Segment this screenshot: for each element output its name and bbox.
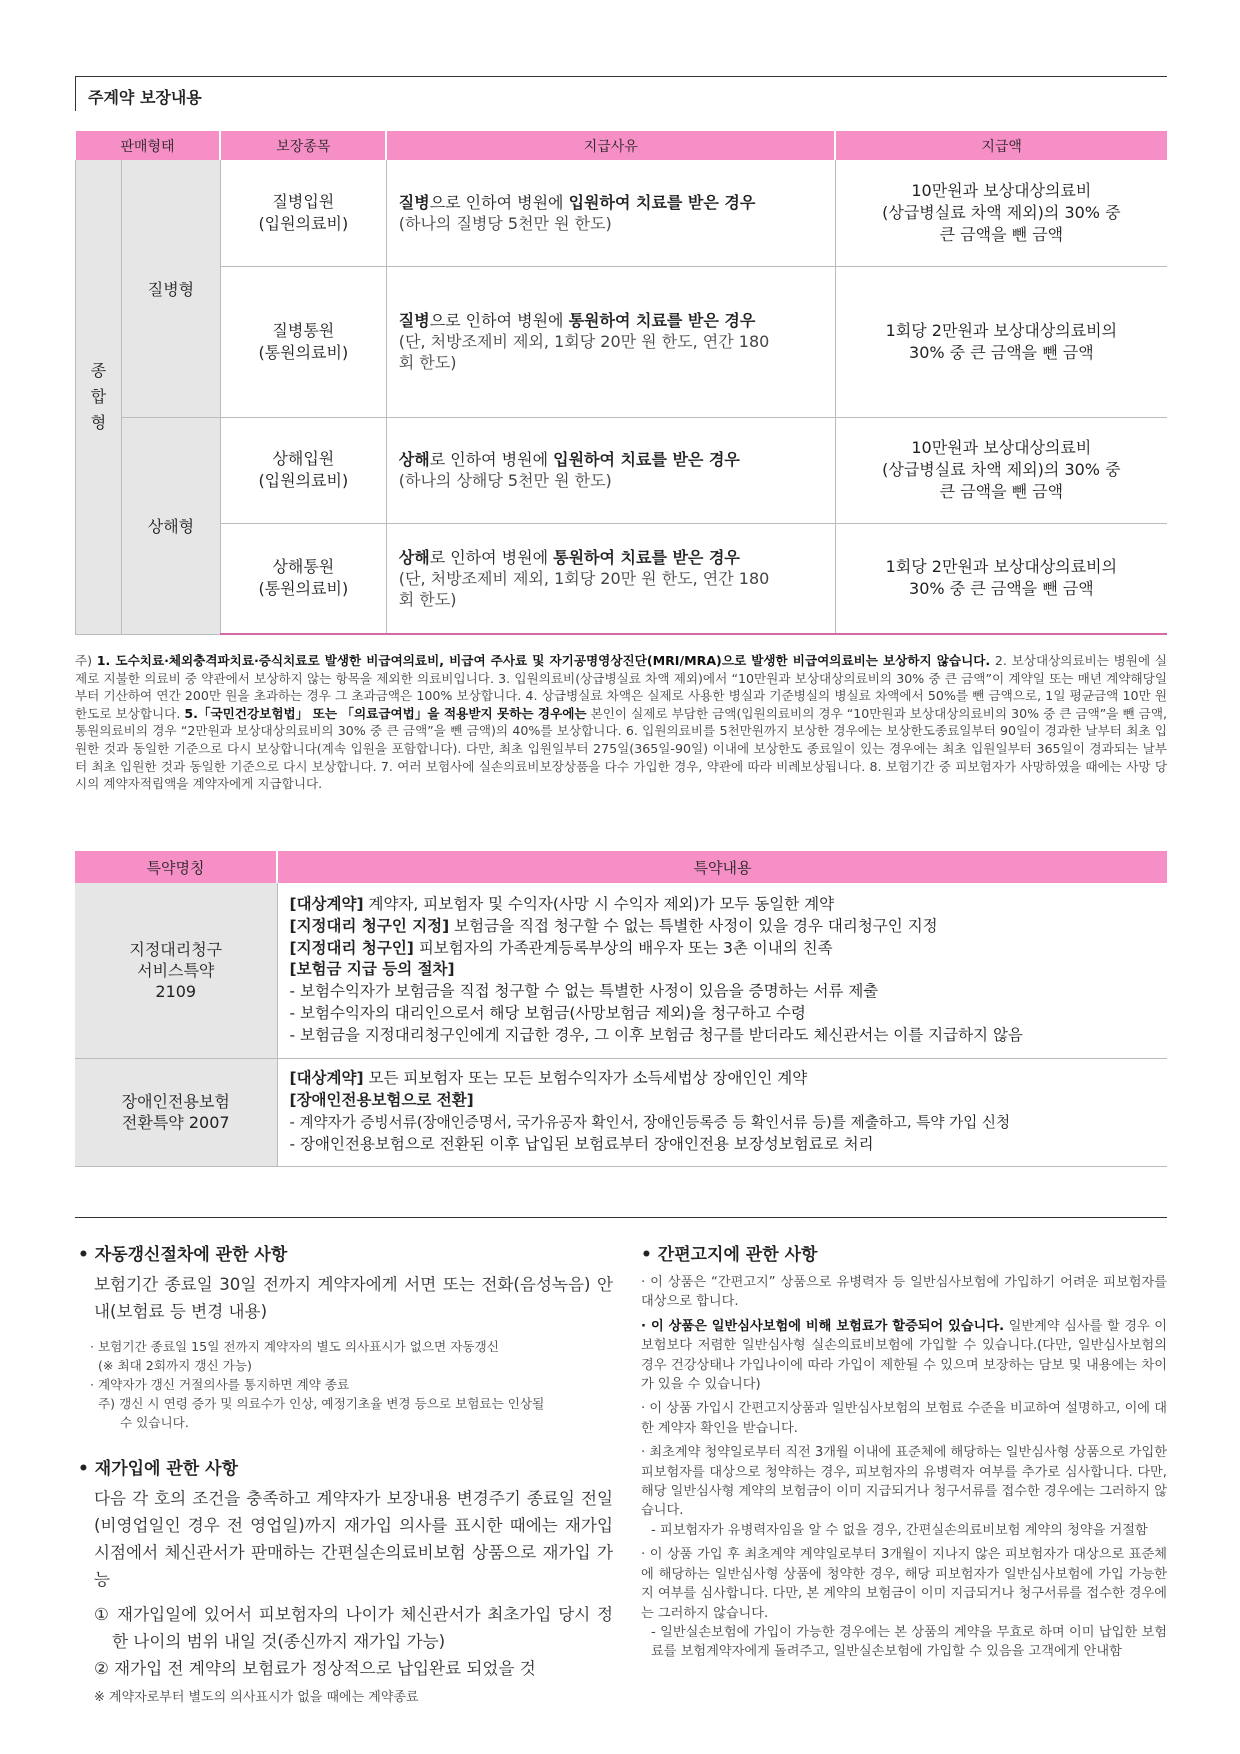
payment-reason: 상해로 인하여 병원에 통원하여 치료를 받은 경우 (단, 처방조제비 제외, 1회당 20만 원 한도, 연간 180회 한도) (386, 523, 835, 634)
header-sales-type: 판매형태 (76, 131, 221, 160)
rider-table (75, 851, 1167, 1167)
renew-note: 수 있습니다. (120, 1415, 189, 1430)
table-row (75, 1058, 1167, 1166)
rejoin-title: • 재가입에 관한 사항 (78, 1459, 238, 1479)
renew-note: (※ 최대 2회까지 갱신 가능) (98, 1358, 252, 1373)
header-coverage-item: 보장종목 (220, 131, 386, 160)
header-rider-content: 특약내용 (277, 851, 1167, 883)
renew-note: · 계약자가 갱신 거절의사를 통지하면 계약 종료 (90, 1377, 350, 1392)
header-rider-name: 특약명칭 (75, 851, 277, 883)
payment-reason: 질병으로 인하여 병원에 통원하여 치료를 받은 경우 (단, 처방조제비 제외, 1회당 20만 원 한도, 연간 180회 한도) (386, 266, 835, 417)
coverage-table (75, 131, 1167, 635)
notice-paragraph: · 이 상품은 “간편고지” 상품으로 유병력자 등 일반심사보험에 가입하기 어려운 피보험자를 대상으로 합니다. (641, 1275, 1167, 1310)
rider-table-header (75, 851, 1167, 883)
notice-paragraph: · 이 상품은 일반심사보험에 비해 보험료가 할증되어 있습니다. 일반계약 심사를 할 경우 이 보험보다 저렴한 일반심사형 실손의료비보험에 가입할 수 있습니다.(다만, 일반심사보험의 경우 건강상태나 가입나이에 따라 가입이 제한될 수 있으며 보장하는 담보 및 내용에는 차이가 있을 수 있습니다) (641, 1318, 1167, 1393)
renew-note: 주) 갱신 시 연령 증가 및 의료수가 인상, 예정기초율 변경 등으로 보험료는 인상될 (98, 1396, 545, 1411)
header-payment-reason: 지급사유 (386, 131, 835, 160)
renew-note: · 보험기간 종료일 15일 전까지 계약자의 별도 의사표시가 없으면 자동갱신 (90, 1339, 499, 1354)
divider (75, 1217, 1167, 1218)
rider-name: 장애인전용보험 전환특약 2007 (75, 1058, 277, 1166)
notice-subitem: - 피보험자가 유병력자임을 알 수 없을 경우, 간편실손의료비보험 계약의 청약을 거절함 (651, 1522, 1148, 1538)
payment-reason: 질병으로 인하여 병원에 입원하여 치료를 받은 경우 (하나의 질병당 5천만 원 한도) (386, 160, 835, 266)
rider-name: 지정대리청구 서비스특약 2109 (75, 883, 277, 1058)
payment-amount: 10만원과 보상대상의료비 (상급병실료 차액 제외)의 30% 중 큰 금액을 뺀 금액 (835, 160, 1167, 266)
notice-paragraph: · 이 상품 가입 후 최초계약 계약일로부터 3개월이 지나지 않은 피보험자가 대상으로 표준체에 해당하는 일반심사형 상품에 청약한 경우, 해당 피보험자가 일반심사보험에 가입 가능한지 여부를 심사합니다. 다만, 본 계약의 보험금이 이미 지급되거나 청구서류를 접수한 경우에는 그러하지 않습니다. (641, 1547, 1167, 1621)
simple-notice-title: • 간편고지에 관한 사항 (641, 1245, 818, 1265)
payment-reason: 상해로 인하여 병원에 입원하여 치료를 받은 경우 (하나의 상해당 5천만 원 한도) (386, 417, 835, 523)
group-injury: 상해형 (121, 417, 220, 634)
renew-title: • 자동갱신절차에 관한 사항 (78, 1245, 288, 1265)
payment-amount: 10만원과 보상대상의료비 (상급병실료 차액 제외)의 30% 중 큰 금액을 뺀 금액 (835, 417, 1167, 523)
footnotes: 주) 1. 도수치료·체외충격파치료·증식치료로 발생한 비급여의료비, 비급여 주사료 및 자기공명영상진단(MRI/MRA)으로 발생한 비급여의료비는 보상하지 않습니다. 2. 보상대상의료비는 병원에 실제로 지불한 의료비 중 약관에서 보상하지 않는 항목을 제외한 의료비입니다. 3. 입원의료비(상급병실료 차액 제외)에서 “10만원과 보상대상의료비의 30% 중 큰 금액”이 계약일 또는 매년 계약해당일부터 기산하여 연간 200만 원을 초과하는 경우 그 초과금액은 100% 보상합니다. 4. 상급병실료 차액은 실제로 사용한 병실과 기준병실의 병실료 차액에서 50%를 뺀 금액으로, 1일 평균금액 10만 원 한도로 보상합니다. 5.「국민건강보험법」 또는 「의료급여법」을 적용받지 못하는 경우에는 본인이 실제로 부담한 금액(입원의료비의 경우 “10만원과 보상대상의료비의 30% 중 큰 금액”을 뺀 금액, 통원의료비의 경우 “2만원과 보상대상의료비의 30% 중 큰 금액”을 뺀 금액)의 40%를 보상합니다. 6. 입원의료비를 5천만원까지 보상한 경우에는 보상한도종료일부터 90일이 경과한 날부터 최초 입원한 것과 동일한 기준으로 다시 보상합니다(계속 입원을 포함합니다). 다만, 최초 입원일부터 275일(365일-90일) 이내에 보상한도 종료일이 있는 경우에는 최초 입원일부터 365일이 경과되는 날부터 최초 입원한 것과 동일한 기준으로 다시 보상합니다. 7. 여러 보험사에 실손의료비보장상품을 다수 가입한 경우, 약관에 따라 비례보상됩니다. 8. 보험기간 중 피보험자가 사망하였을 때에는 사망 당시의 계약자적립액을 계약자에게 지급합니다. (75, 653, 1167, 792)
table-row (76, 523, 1168, 634)
coverage-item: 질병입원 (입원의료비) (220, 160, 386, 266)
table-row (76, 160, 1168, 266)
table-row (75, 883, 1167, 1058)
coverage-item: 상해입원 (입원의료비) (220, 417, 386, 523)
rider-content: [대상계약] 계약자, 피보험자 및 수익자(사망 시 수익자 제외)가 모두 동일한 계약 [지정대리 청구인 지정] 보험금을 직접 청구할 수 없는 특별한 사정이 있을 경우 대리청구인 지정 [지정대리 청구인] 피보험자의 가족관계등록부상의 배우자 또는 3촌 이내의 친족 [보험금 지급 등의 절차] - 보험수익자가 보험금을 직접 청구할 수 없는 특별한 사정이 있음을 증명하는 서류 제출 - 보험수익자의 대리인으로서 해당 보험금(사망보험금 제외)을 청구하고 수령 - 보험금을 지정대리청구인에게 지급한 경우, 그 이후 보험금 청구를 받더라도 체신관서는 이를 지급하지 않음 (277, 883, 1167, 1058)
left-column (78, 1240, 613, 1707)
rejoin-condition: ① 재가입일에 있어서 피보험자의 나이가 체신관서가 최초가입 당시 정한 나이의 범위 내일 것(종신까지 재가입 가능) (94, 1605, 613, 1651)
header-payment-amount: 지급액 (835, 131, 1167, 160)
rider-content: [대상계약] 모든 피보험자 또는 모든 보험수익자가 소득세법상 장애인인 계약 [장애인전용보험으로 전환] - 계약자가 증빙서류(장애인증명서, 국가유공자 확인서, 장애인등록증 등 확인서류 등)를 제출하고, 특약 가입 신청 - 장애인전용보험으로 전환된 이후 납입된 보험료부터 장애인전용 보장성보험료로 처리 (277, 1058, 1167, 1166)
notice-subitem: - 일반실손보험에 가입이 가능한 경우에는 본 상품의 계약을 무효로 하며 이미 납입한 보험료를 보험계약자에게 돌려주고, 일반실손보험에 가입할 수 있음을 고객에게 안내함 (651, 1624, 1167, 1660)
coverage-item: 질병통원 (통원의료비) (220, 266, 386, 417)
type-cell: 종 합 형 (76, 160, 122, 634)
coverage-table-header (76, 131, 1168, 160)
section-header (75, 76, 1167, 111)
coverage-item: 상해통원 (통원의료비) (220, 523, 386, 634)
table-row (76, 266, 1168, 417)
payment-amount: 1회당 2만원과 보상대상의료비의 30% 중 큰 금액을 뺀 금액 (835, 523, 1167, 634)
rejoin-note: ※ 계약자로부터 별도의 의사표시가 없을 때에는 계약종료 (94, 1690, 419, 1705)
right-column (641, 1240, 1167, 1662)
renew-body: 보험기간 종료일 30일 전까지 계약자에게 서면 또는 전화(음성녹음) 안내(보험료 등 변경 내용) (94, 1275, 613, 1321)
group-disease: 질병형 (121, 160, 220, 417)
section-title: 주계약 보장내용 (88, 88, 202, 107)
rejoin-condition: ② 재가입 전 계약의 보험료가 정상적으로 납입완료 되었을 것 (94, 1659, 536, 1678)
payment-amount: 1회당 2만원과 보상대상의료비의 30% 중 큰 금액을 뺀 금액 (835, 266, 1167, 417)
rejoin-body: 다음 각 호의 조건을 충족하고 계약자가 보장내용 변경주기 종료일 전일(비영업일인 경우 전 영업일)까지 재가입 의사를 표시한 때에는 재가입 시점에서 체신관서가 판매하는 간편실손의료비보험 상품으로 재가입 가능 (94, 1489, 613, 1589)
notice-paragraph: · 이 상품 가입시 간편고지상품과 일반심사보험의 보험료 수준을 비교하여 설명하고, 이에 대한 계약자 확인을 받습니다. (641, 1401, 1167, 1436)
notice-paragraph: · 최초계약 청약일로부터 직전 3개월 이내에 표준체에 해당하는 일반심사형 상품으로 가입한 피보험자를 대상으로 청약하는 경우, 피보험자의 유병력자 여부를 추가로 심사합니다. 다만, 해당 일반심사형 계약의 보험금이 이미 지급되거나 청구서류를 접수한 경우에는 그러하지 않습니다. (641, 1445, 1168, 1519)
table-row (76, 417, 1168, 523)
